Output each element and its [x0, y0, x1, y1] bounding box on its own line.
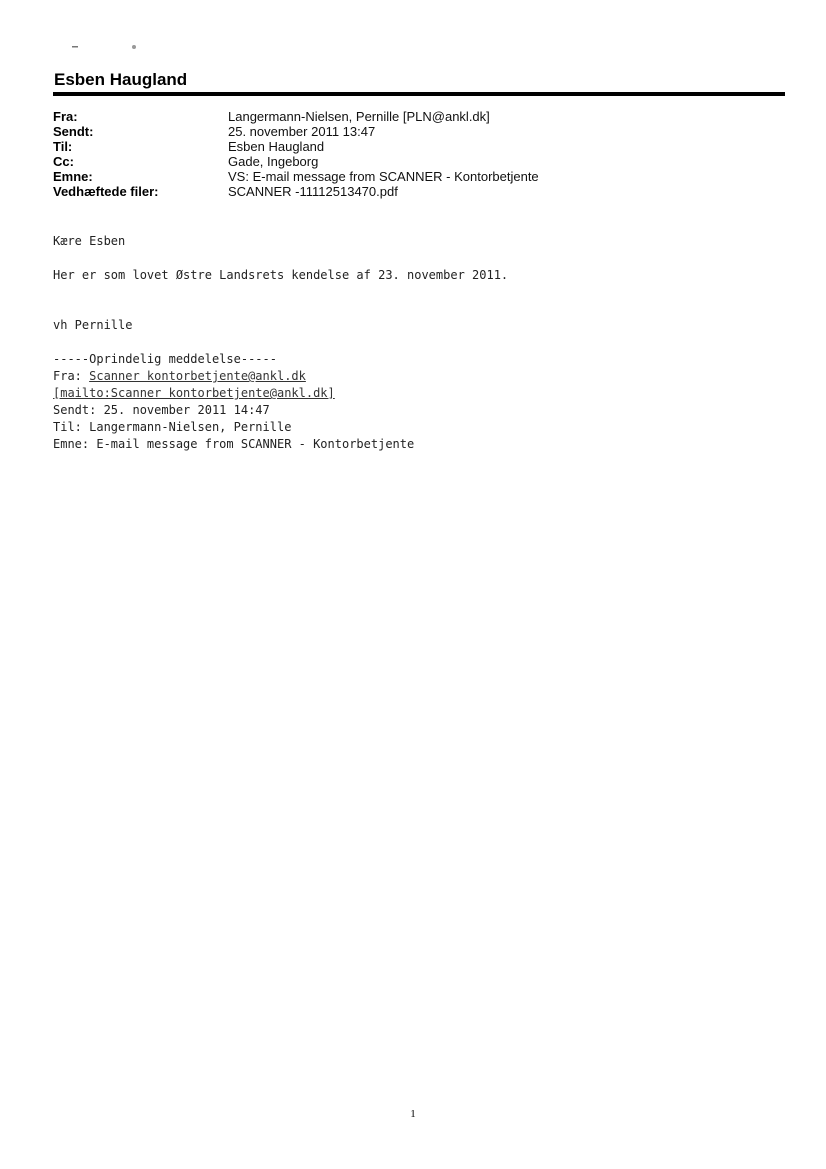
- attachment-filename: SCANNER -11112513470.pdf: [228, 184, 398, 199]
- header-value: Langermann-Nielsen, Pernille [PLN@ankl.dk]: [228, 109, 490, 124]
- header-label: Til:: [53, 139, 73, 154]
- original-message-separator: -----Oprindelig meddelelse-----: [53, 352, 277, 366]
- header-label: Fra:: [53, 109, 78, 124]
- header-row-from: [53, 109, 783, 124]
- header-value: VS: E-mail message from SCANNER - Kontorbetjente: [228, 169, 539, 184]
- header-row-subject: [53, 169, 783, 184]
- original-from-line: [53, 368, 414, 385]
- header-label: Vedhæftede filer:: [53, 184, 159, 199]
- body-line: Her er som lovet Østre Landsrets kendelse af 23. november 2011.: [53, 268, 509, 282]
- header-label: Sendt:: [53, 124, 94, 139]
- original-message-block: [53, 351, 414, 453]
- email-header-block: [53, 109, 783, 199]
- original-subject-line: Emne: E-mail message from SCANNER - Kontorbetjente: [53, 437, 415, 451]
- header-value: Gade, Ingeborg: [228, 154, 319, 169]
- header-row-attachments: [53, 184, 783, 199]
- signoff: vh Pernille: [53, 318, 133, 332]
- header-label: Emne:: [53, 169, 93, 184]
- original-sent-line: Sendt: 25. november 2011 14:47: [53, 403, 270, 417]
- original-from-link[interactable]: Scanner kontorbetjente@ankl.dk: [89, 369, 306, 383]
- header-row-cc: [53, 154, 783, 169]
- original-to-line: Til: Langermann-Nielsen, Pernille: [53, 420, 292, 434]
- scan-speck-marks: [70, 40, 150, 54]
- header-value: Esben Haugland: [228, 139, 325, 154]
- header-label: Cc:: [53, 154, 74, 169]
- header-row-to: [53, 139, 783, 154]
- greeting: Kære Esben: [53, 234, 126, 248]
- header-value: 25. november 2011 13:47: [228, 124, 376, 139]
- original-mailto-link[interactable]: [mailto:Scanner kontorbetjente@ankl.dk]: [53, 386, 335, 400]
- header-row-sent: [53, 124, 783, 139]
- original-from-label: Fra:: [53, 369, 90, 383]
- document-title: Esben Haugland: [54, 70, 188, 89]
- page-number: 1: [410, 1108, 416, 1120]
- title-divider: [53, 92, 785, 96]
